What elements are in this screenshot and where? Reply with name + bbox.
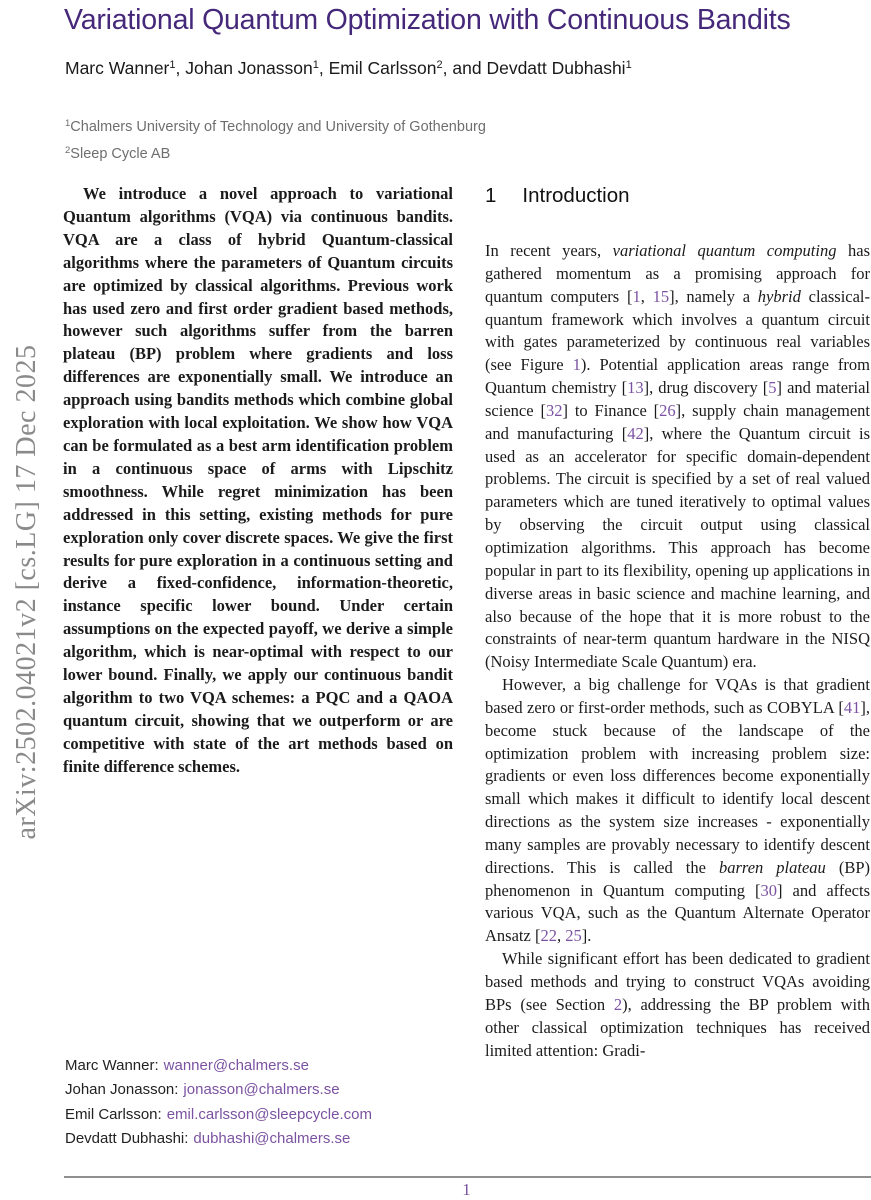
emphasized-text: variational quantum computing bbox=[612, 241, 837, 260]
text-segment: ]. bbox=[581, 926, 592, 946]
citation-link[interactable]: 22 bbox=[540, 926, 557, 946]
author-affiliation-mark: 1 bbox=[169, 59, 176, 71]
affiliation-text: Chalmers University of Technology and University of Gothenburg bbox=[70, 119, 486, 135]
affiliation-mark: 2 bbox=[65, 145, 71, 156]
contact-name: Marc Wanner: bbox=[65, 1057, 159, 1074]
intro-paragraph bbox=[485, 240, 870, 674]
author-line bbox=[65, 58, 845, 79]
affiliation bbox=[65, 141, 745, 168]
author-separator: , and bbox=[442, 58, 487, 78]
emphasized-text: hybrid bbox=[757, 286, 801, 306]
text-segment: ] and affects various VQA, such as the Quantum Alternate Operator Ansatz [ bbox=[485, 880, 870, 946]
text-segment: classical-quantum framework which involves a quantum circuit with gates parameterized by continuous real variables (see Figure bbox=[485, 286, 871, 375]
text-segment: In recent years, bbox=[485, 241, 613, 260]
author-name: Marc Wanner bbox=[65, 58, 170, 78]
contact-email-link[interactable]: jonasson@chalmers.se bbox=[183, 1081, 340, 1099]
author bbox=[486, 58, 631, 78]
citation-link[interactable]: 30 bbox=[760, 880, 778, 900]
text-segment: (BP) phenomenon in Quantum computing [ bbox=[485, 857, 871, 900]
contact-name: Johan Jonasson: bbox=[65, 1081, 179, 1099]
paper-title: Variational Quantum Optimization with Continuous Bandits bbox=[64, 4, 791, 36]
citation-link[interactable]: 15 bbox=[652, 286, 670, 306]
footer-rule bbox=[64, 1176, 871, 1178]
citation-link[interactable]: 13 bbox=[627, 378, 644, 398]
author-separator: , bbox=[318, 58, 329, 78]
contact-row bbox=[65, 1103, 455, 1127]
text-segment: , bbox=[640, 286, 653, 306]
text-segment: ], where the Quantum circuit is used as an accelerator for specific domain-dependent problems. The circuit is specified by a set of real valued parameters which are tuned iteratively to optimal values by observing the circuit output using classical optimization algorithms. This approach has become popular in part to its flexibility, opening up applications in diverse areas in basic science and machine learning, and also because of the hope that it is more robust to the constraints of near-term quantum hardware in the NISQ (Noisy Intermediate Scale Quantum) era. bbox=[485, 423, 870, 672]
text-segment: has gathered momentum as a promising approach for quantum computers [ bbox=[485, 241, 870, 306]
text-segment: ], become stuck because of the landscape of the optimization problem with increasing problem size: gradients or even loss differences become exponentially small which makes it difficult to identify local descent directions as the system size increases - exponentially many samples are provably necessary to identify descent directions. This is called the bbox=[485, 697, 870, 877]
left-column bbox=[63, 183, 453, 779]
text-segment: ] to Finance [ bbox=[562, 400, 660, 420]
arxiv-watermark: arXiv:2502.04021v2 [cs.LG] 17 Dec 2025 bbox=[11, 344, 42, 840]
contact-row bbox=[65, 1127, 455, 1151]
section-number: 1 bbox=[485, 184, 497, 207]
section-heading-introduction bbox=[485, 183, 870, 209]
citation-link[interactable]: 1 bbox=[572, 355, 581, 375]
author bbox=[329, 58, 487, 78]
text-segment: ] and material science [ bbox=[485, 378, 871, 420]
text-segment: While significant effort has been dedicated to gradient based methods and trying to construct VQAs avoiding BPs (see Section bbox=[485, 949, 870, 1014]
author-affiliation-mark: 1 bbox=[312, 59, 319, 71]
intro-paragraph bbox=[485, 948, 870, 1062]
author-name: Emil Carlsson bbox=[328, 58, 437, 78]
citation-link[interactable]: 2 bbox=[613, 994, 623, 1014]
section-title: Introduction bbox=[522, 184, 630, 207]
intro-paragraph bbox=[485, 674, 870, 948]
text-segment: ], supply chain management and manufacturing [ bbox=[485, 400, 870, 443]
author-affiliation-mark: 1 bbox=[625, 59, 632, 71]
citation-link[interactable]: 42 bbox=[627, 423, 644, 443]
citation-link[interactable]: 25 bbox=[565, 926, 582, 946]
citation-link[interactable]: 26 bbox=[659, 400, 676, 420]
right-column bbox=[485, 183, 870, 1062]
contact-email-link[interactable]: wanner@chalmers.se bbox=[163, 1057, 309, 1074]
author bbox=[185, 58, 328, 78]
text-segment: ), addressing the BP problem with other classical optimization techniques has received limited attention: Gradi- bbox=[485, 994, 870, 1060]
affiliation-text: Sleep Cycle AB bbox=[70, 146, 171, 162]
emphasized-text: barren plateau bbox=[718, 857, 826, 877]
citation-link[interactable]: 32 bbox=[545, 400, 563, 420]
citation-link[interactable]: 1 bbox=[632, 286, 641, 306]
contact-list bbox=[65, 1054, 455, 1151]
contact-row bbox=[65, 1054, 455, 1078]
text-segment: ], drug discovery [ bbox=[643, 378, 769, 398]
text-segment: ], namely a bbox=[669, 286, 758, 306]
citation-link[interactable]: 5 bbox=[768, 378, 777, 398]
author-separator: , bbox=[175, 58, 186, 78]
text-segment: , bbox=[556, 926, 566, 946]
contact-email-link[interactable]: emil.carlsson@sleepcycle.com bbox=[166, 1105, 372, 1123]
author-name: Johan Jonasson bbox=[185, 58, 313, 78]
contact-name: Emil Carlsson: bbox=[65, 1105, 162, 1123]
abstract-text: We introduce a novel approach to variational Quantum algorithms (VQA) via continuous bandits. VQA are a class of hybrid Quantum-classical algorithms where the parameters of Quantum circuits are optimized by classical algorithms. Previous work has used zero and first order gradient based methods, however such algorithms suffer from the barren plateau (BP) problem where gradients and loss differences are exponentially small. We introduce an approach using bandits methods which combine global exploration with local exploitation. We show how VQA can be formulated as a best arm identification problem in a continuous space of arms with Lipschitz smoothness. While regret minimization has been addressed in this setting, existing methods for pure exploration only cover discrete spaces. We give the first results for pure exploration in a continuous setting and derive a fixed-confidence, information-theoretic, instance specific lower bound. Under certain assumptions on the expected payoff, we derive a simple algorithm, which is near-optimal with respect to our lower bound. Finally, we apply our continuous bandit algorithm to two VQA schemes: a PQC and a QAOA quantum circuit, showing that we outperform or are competitive with state of the art methods based on finite difference schemes. bbox=[63, 184, 453, 776]
author-affiliation-mark: 2 bbox=[436, 59, 443, 71]
contact-row bbox=[65, 1078, 455, 1102]
contact-email-link[interactable]: dubhashi@chalmers.se bbox=[193, 1129, 351, 1147]
author-name: Devdatt Dubhashi bbox=[486, 58, 626, 78]
citation-link[interactable]: 41 bbox=[843, 697, 861, 717]
text-segment: ). Potential application areas range from Quantum chemistry [ bbox=[485, 355, 870, 398]
affiliation-list bbox=[65, 114, 745, 168]
author bbox=[65, 58, 185, 78]
affiliation bbox=[65, 114, 745, 141]
text-segment: However, a big challenge for VQAs is that gradient based zero or first-order methods, such as COBYLA [ bbox=[485, 675, 870, 717]
page-number: 1 bbox=[462, 1180, 471, 1199]
affiliation-mark: 1 bbox=[65, 118, 71, 129]
contact-name: Devdatt Dubhashi: bbox=[65, 1129, 189, 1147]
